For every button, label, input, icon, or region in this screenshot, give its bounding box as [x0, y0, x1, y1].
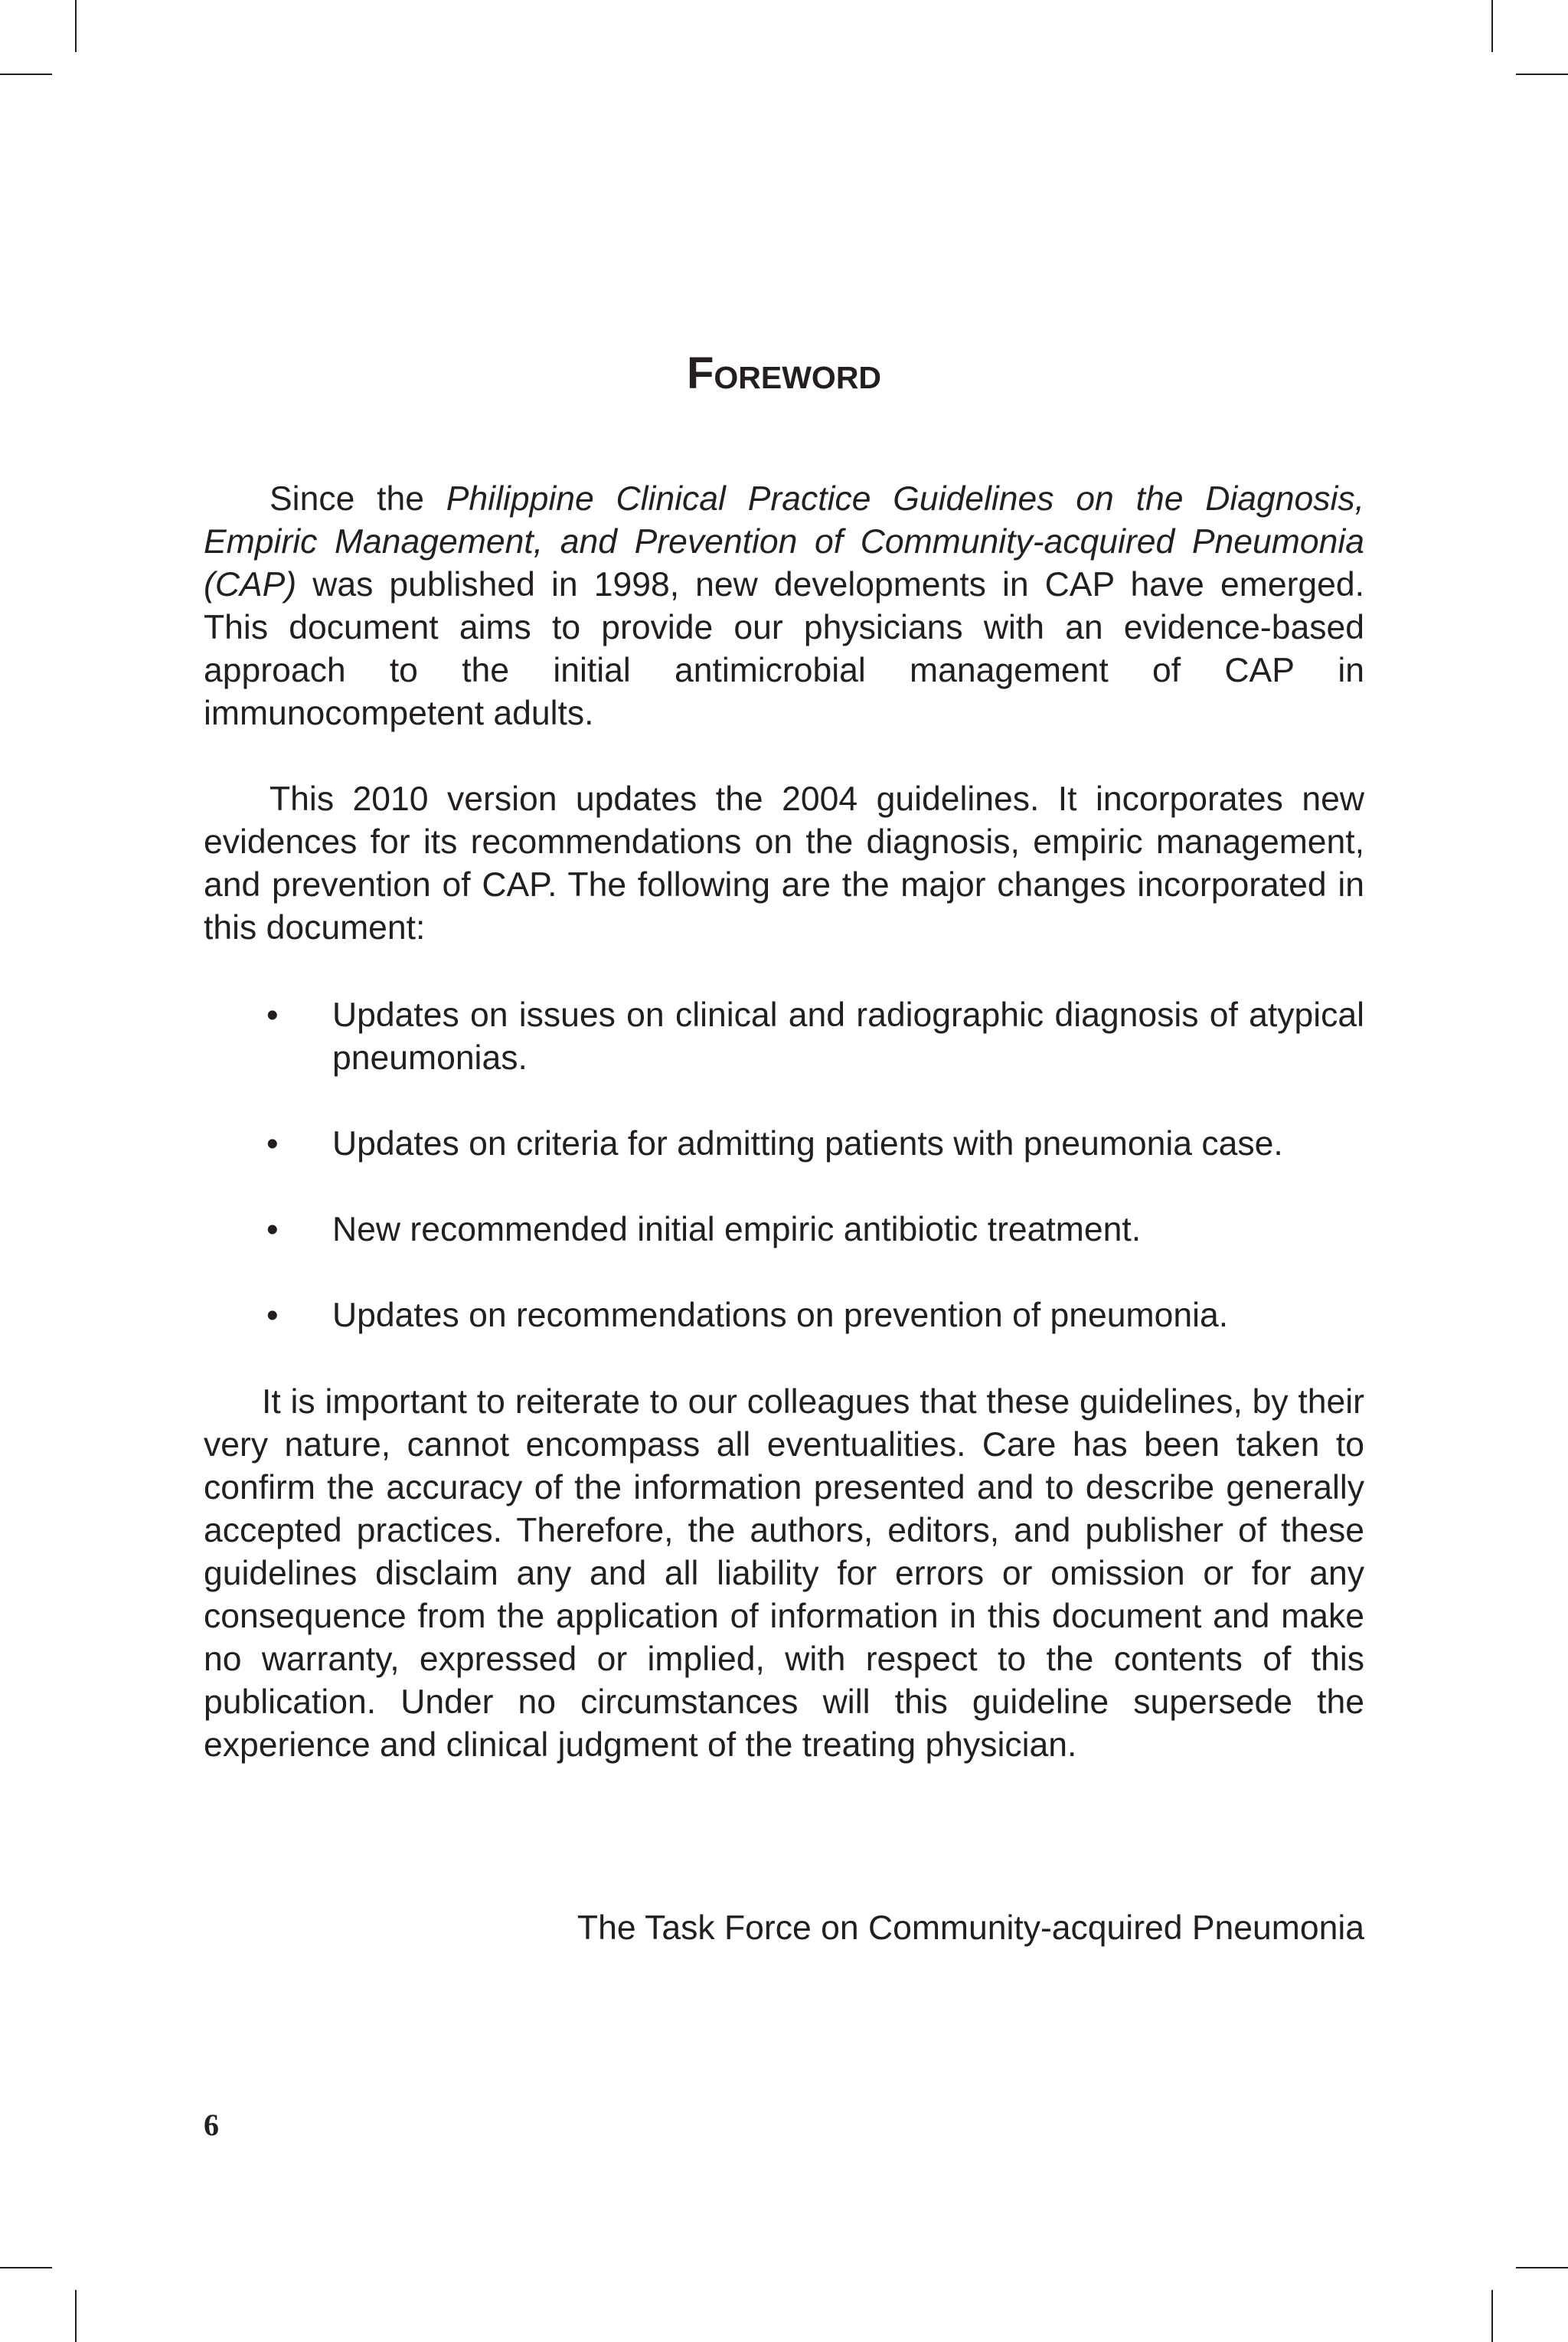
crop-mark-top-left-horizontal: [0, 74, 52, 75]
disclaimer-paragraph: [204, 1381, 1364, 1767]
list-item-text: Updates on recommendations on prevention of pneumonia.: [332, 1297, 1229, 1334]
bullet-icon: •: [266, 1297, 279, 1334]
crop-mark-bottom-left-vertical: [75, 2290, 77, 2342]
crop-mark-top-right-horizontal: [1516, 74, 1568, 75]
bullet-icon: •: [266, 1125, 279, 1163]
crop-mark-bottom-right-vertical: [1491, 2290, 1493, 2342]
intro-prefix: Since the: [270, 480, 446, 518]
crop-mark-bottom-right-horizontal: [1516, 2267, 1568, 2268]
update-paragraph: [204, 778, 1364, 950]
list-item-text: Updates on issues on clinical and radiographic diagnosis of atypical pneumonias.: [332, 996, 1364, 1077]
guideline-title-italic: Philippine Clinical Practice Guidelines on the Diagnosis, Empiric Management, and Prevention of Community-acquired Pneumonia (CAP): [204, 480, 1364, 603]
bullet-icon: •: [266, 1211, 279, 1248]
crop-mark-bottom-left-horizontal: [0, 2267, 52, 2268]
page-title: Foreword: [686, 348, 882, 398]
bullet-icon: •: [266, 996, 279, 1034]
crop-mark-top-right-vertical: [1491, 0, 1493, 52]
list-item-text: New recommended initial empiric antibiotic treatment.: [332, 1211, 1142, 1248]
update-paragraph-text: This 2010 version updates the 2004 guidelines. It incorporates new evidences for its recommendations on the diagnosis, empiric management, and prevention of CAP. The following are the major changes incorporated in this document:: [204, 780, 1364, 947]
signature-line: The Task Force on Community-acquired Pneumonia: [577, 1909, 1364, 1947]
crop-mark-top-left-vertical: [75, 0, 77, 52]
page-number: 6: [204, 2108, 219, 2142]
intro-suffix: was published in 1998, new developments in CAP have emerged. This document aims to provide our physicians with an evidence-based approach to the initial antimicrobial management of CAP in immunocompetent adults.: [204, 566, 1364, 732]
intro-paragraph: [204, 478, 1364, 735]
disclaimer-paragraph-text: It is important to reiterate to our colleagues that these guidelines, by their very nature, cannot encompass all eventualities. Care has been taken to confirm the accuracy of the information presented and to describe generally accepted practices. Therefore, the authors, editors, and publisher of these guidelines disclaim any and all liability for errors or omission or for any consequence from the application of information in this document and make no warranty, expressed or implied, with respect to the contents of this publication. Under no circumstances will this guideline supersede the experience and clinical judgment of the treating physician.: [204, 1383, 1364, 1764]
list-item-text: Updates on criteria for admitting patients with pneumonia case.: [332, 1125, 1283, 1163]
